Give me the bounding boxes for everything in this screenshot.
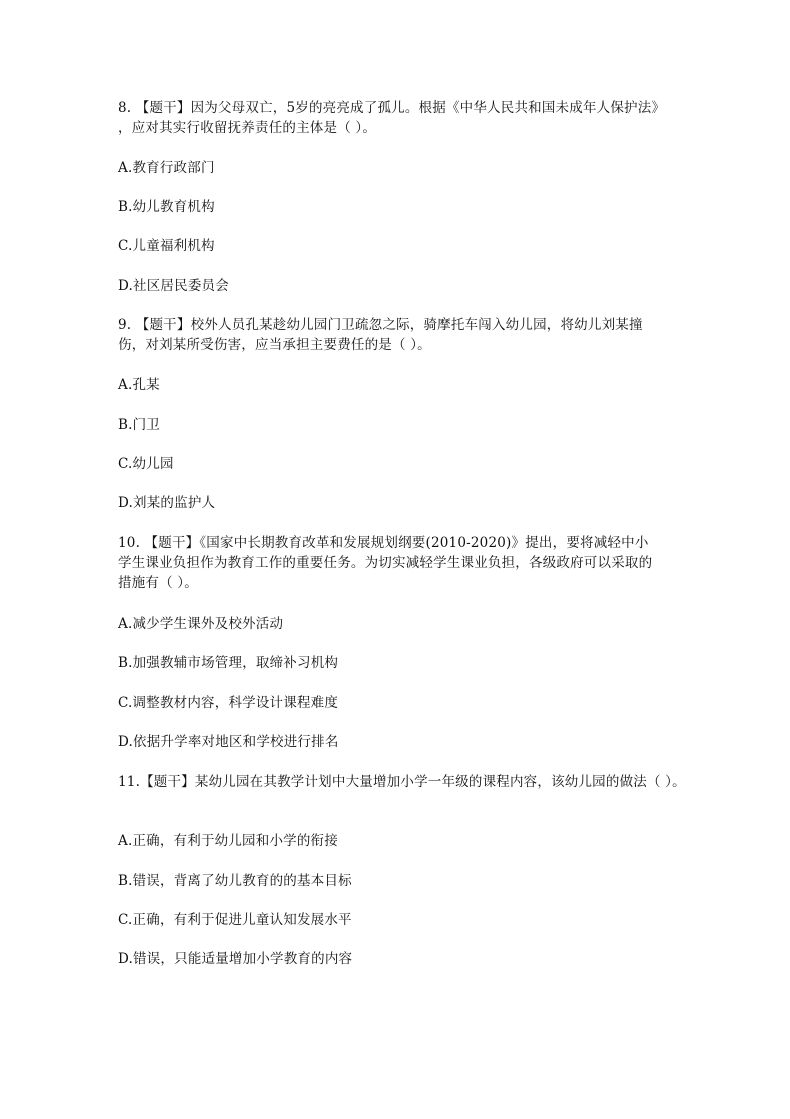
question-9-stem-line-2: 伤，对刘某所受伤害，应当承担主要费任的是（ ）。 (118, 337, 431, 353)
question-8-option-c: C.儿童福利机构 (118, 238, 215, 254)
question-8-stem-line-2: ，应对其实行收留抚养责任的主体是（ ）。 (118, 120, 377, 136)
question-11-stem-line-1: 11.【题干】某幼儿园在其教学计划中大量增加小学一年级的课程内容，该幼儿园的做法（ ）。 (118, 774, 686, 790)
question-10-option-c: C.调整教材内容，科学设计课程难度 (118, 695, 339, 711)
question-8-option-d: D.社区居民委员会 (118, 278, 229, 294)
question-11-option-b: B.错误，背离了幼儿教育的的基本目标 (118, 873, 352, 889)
question-9-stem-line-1: 9. 【题干】校外人员孔某趁幼儿园门卫疏忽之际，骑摩托车闯入幼儿园，将幼儿刘某撞 (118, 317, 643, 333)
question-10-option-d: D.依据升学率对地区和学校进行排名 (118, 734, 339, 750)
question-11-option-d: D.错误，只能适量增加小学教育的内容 (118, 951, 353, 967)
question-9-option-d: D.刘某的监护人 (118, 495, 216, 511)
question-10-stem-line-3: 措施有（ ）。 (118, 575, 198, 591)
question-9-option-a: A.孔某 (118, 377, 160, 393)
question-11-option-a: A.正确，有利于幼儿园和小学的衔接 (118, 833, 338, 849)
question-10-option-b: B.加强教辅市场管理，取缔补习机构 (118, 655, 339, 671)
question-9-option-c: C.幼儿园 (118, 456, 174, 472)
question-9-option-b: B.门卫 (118, 417, 161, 433)
question-8-option-b: B.幼儿教育机构 (118, 199, 215, 215)
question-10-option-a: A.减少学生课外及校外活动 (118, 616, 284, 632)
question-8-stem-line-1: 8. 【题干】因为父母双亡，5岁的亮亮成了孤儿。根据《中华人民共和国未成年人保护法》 (118, 100, 666, 116)
question-8-option-a: A.教育行政部门 (118, 160, 215, 176)
question-11-option-c: C.正确，有利于促进儿童认知发展水平 (118, 912, 352, 928)
question-10-stem-line-2: 学生课业负担作为教育工作的重要任务。为切实减轻学生课业负担，各级政府可以采取的 (118, 555, 653, 571)
question-10-stem-line-1: 10. 【题干】《国家中长期教育改革和发展规划纲要(2010-2020)》提出，要将减轻中小 (118, 535, 649, 551)
